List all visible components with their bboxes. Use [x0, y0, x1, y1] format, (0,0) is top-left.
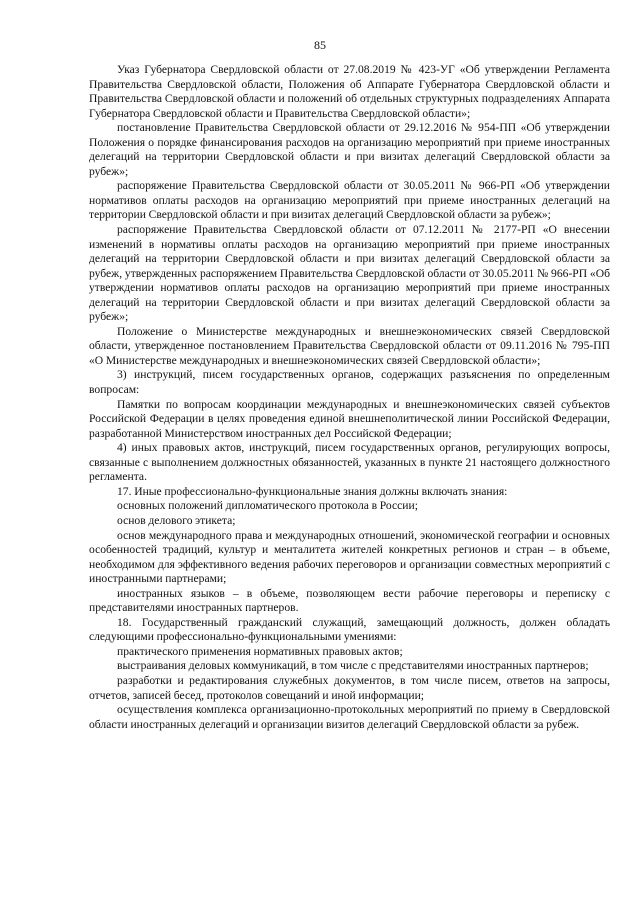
paragraph-legal-acts: практического применения нормативных правовых актов; — [117, 644, 403, 658]
paragraph-ministry-regulation: Положение о Министерстве международных и внешнеэкономических связей Свердловской области, утвержденное постановлением Правительства Свердловской области от 09.11.2016 № 795-ПП «О Министерстве международных и внешнеэкономических связей Свердловской области»; — [89, 324, 610, 367]
page-number: 85 — [314, 38, 326, 52]
paragraph-documents: разработки и редактирования служебных документов, в том числе писем, ответов на запросы, отчетов, записей бесед, протоколов совещаний и иной информации; — [89, 673, 610, 702]
paragraph-protocol: основных положений дипломатического протокола в России; — [117, 499, 418, 513]
paragraph-etiquette: основ делового этикета; — [117, 513, 236, 527]
paragraph-memo: Памятки по вопросам координации международных и внешнеэкономических связей субъектов Российской Федерации в целях проведения единой внешнеполитической линии Российской Федерации, разработанной Министерством иностранных дел Российской Федерации; — [89, 397, 610, 440]
paragraph-events: осуществления комплекса организационно-протокольных мероприятий по приему в Свердловской области иностранных делегаций и организации визитов делегаций Свердловской области за рубеж. — [89, 703, 610, 731]
paragraph-item-4: 4) иных правовых актов, инструкций, писем государственных органов, регулирующих вопросы, связанные с выполнением должностных обязанностей, указанных в пункте 21 настоящего должностного регламента. — [89, 441, 610, 484]
paragraph-resolution-954: постановление Правительства Свердловской области от 29.12.2016 № 954-ПП «Об утверждении Положения о порядке финансирования расходов на организацию мероприятий при приеме иностранных делегаций на территории Свердловской области и при визитах делегаций Свердловской области за рубеж»; — [89, 121, 610, 178]
paragraph-order-2177: распоряжение Правительства Свердловской области от 07.12.2011 № 2177-РП «О внесении изменений в нормативы оплаты расходов на организацию мероприятий при приеме иностранных делегаций на территории Свердловской области и при визитах делегаций Свердловской области за рубеж, утвержденных распоряжением Правительства Свердловской области от 30.05.2011 № 966-РП «Об утверждении нормативов оплаты расходов на организацию мероприятий при приеме иностранных делегаций на территории Свердловской области и при визитах делегаций Свердловской области за рубеж»; — [89, 223, 610, 324]
paragraph-communications: выстраивания деловых коммуникаций, в том числе с представителями иностранных партнеров; — [117, 659, 589, 673]
document-body — [89, 63, 610, 732]
paragraph-section-18: 18. Государственный гражданский служащий, замещающий должность, должен обладать следующими профессионально-функциональными умениями: — [89, 615, 610, 644]
paragraph-item-3: 3) инструкций, писем государственных органов, содержащих разъяснения по определенным вопросам: — [89, 368, 610, 397]
paragraph-languages: иностранных языков – в объеме, позволяющем вести рабочие переговоры и переписку с представителями иностранных партнеров. — [89, 586, 610, 615]
paragraph-international-law: основ международного права и международных отношений, экономической географии и основных особенностей традиций, культур и менталитета жителей конкретных регионов и стран – в объеме, необходимом для эффективного ведения рабочих переговоров и организации совместных мероприятий с иностранными партнерами; — [89, 528, 610, 586]
paragraph-section-17: 17. Иные профессионально-функциональные знания должны включать знания: — [117, 484, 508, 498]
paragraph-order-966: распоряжение Правительства Свердловской области от 30.05.2011 № 966-РП «Об утверждении нормативов оплаты расходов на организацию мероприятий при приеме иностранных делегаций на территории Свердловской области и при визитах делегаций Свердловской области за рубеж»; — [89, 179, 610, 222]
paragraph-decree-423: Указ Губернатора Свердловской области от 27.08.2019 № 423-УГ «Об утверждении Регламента Правительства Свердловской области, Положения об Аппарате Губернатора Свердловской области и Правительства Свердловской области и положений об отдельных структурных подразделениях Аппарата Губернатора Свердловской области и Правительства Свердловской области»; — [89, 63, 610, 120]
